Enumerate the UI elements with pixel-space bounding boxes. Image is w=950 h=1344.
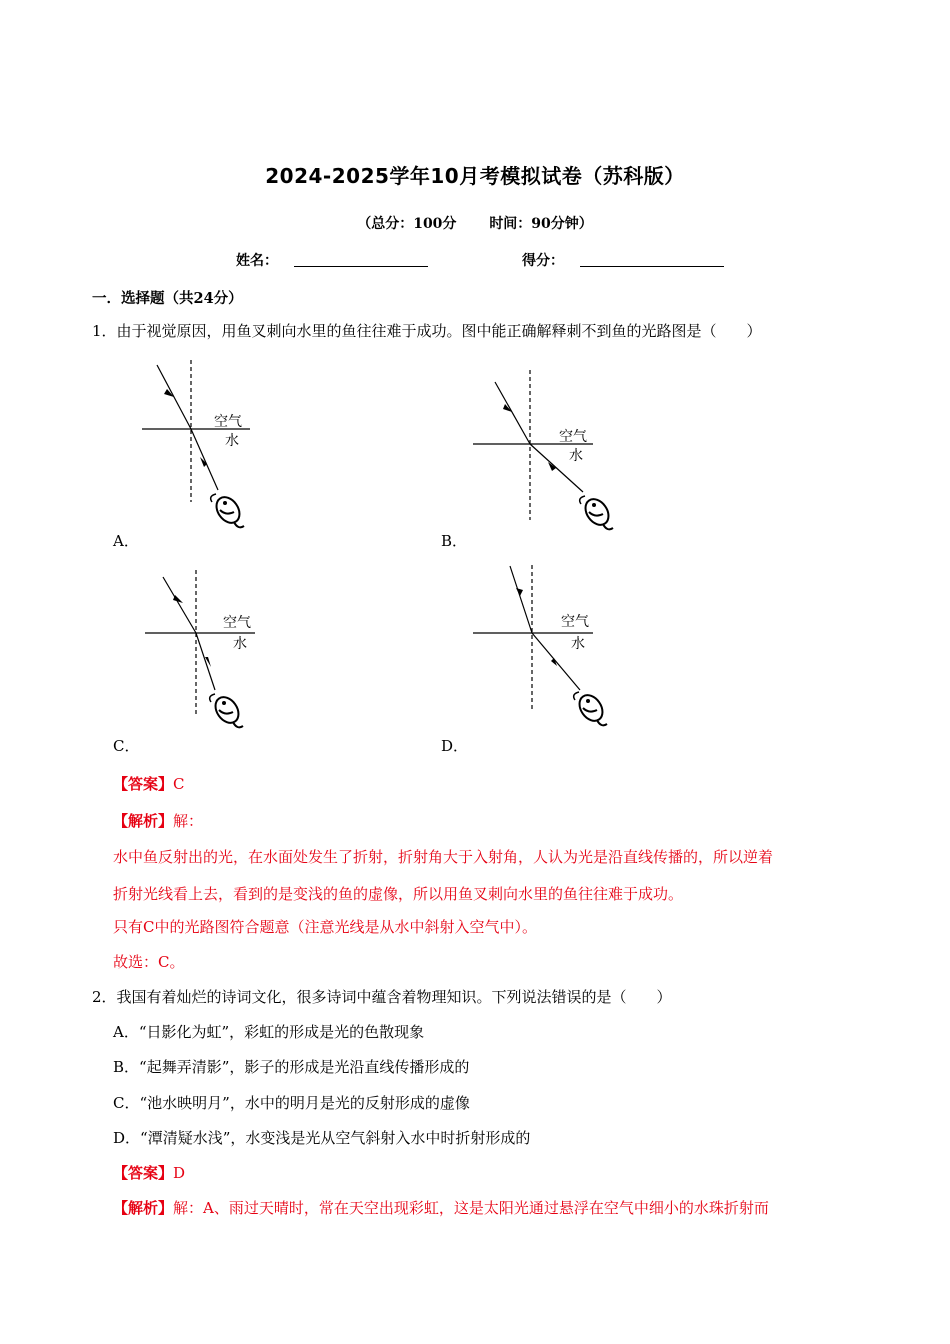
answer-value: C: [173, 775, 185, 793]
answer-value: D: [173, 1164, 186, 1182]
fish-icon: [211, 493, 245, 528]
q1-analysis-line-3: 只有C中的光路图符合题意（注意光线是从水中斜射入空气中）。: [113, 918, 537, 936]
figure-d: [465, 560, 625, 740]
page-title: 2024-2025学年10月考模拟试卷（苏科版）: [265, 164, 685, 188]
q2-option-a: A．“日影化为虹”，彩虹的形成是光的色散现象: [113, 1023, 425, 1041]
figure-d-water-label: 水: [571, 636, 585, 652]
figure-a-label: A．: [113, 532, 139, 550]
name-field: [236, 250, 428, 270]
q2-option-b: B．“起舞弄清影”，影子的形成是光沿直线传播形成的: [113, 1058, 470, 1076]
figure-b-air-label: 空气: [559, 429, 587, 445]
figure-a-air-label: 空气: [214, 414, 242, 430]
figure-a-water-label: 水: [225, 433, 239, 449]
analysis-lead: 解：: [173, 812, 204, 830]
q1-analysis-line-4: 故选：C。: [113, 953, 185, 971]
score-label: 得分：: [522, 253, 564, 269]
figure-b-label: B．: [441, 532, 468, 550]
fish-icon: [210, 693, 244, 728]
figure-c-air-label: 空气: [223, 615, 251, 631]
figure-d-air-label: 空气: [561, 614, 589, 630]
q2-answer: [113, 1162, 185, 1183]
exam-meta: [0, 213, 950, 233]
question-2-stem: 2．我国有着灿烂的诗词文化，很多诗词中蕴含着物理知识。下列说法错误的是（ ）: [92, 988, 672, 1006]
figure-c-label: C．: [113, 737, 140, 755]
q1-answer: [113, 773, 185, 794]
fish-icon: [574, 691, 608, 726]
question-1-stem: 1．由于视觉原因，用鱼叉刺向水里的鱼往往难于成功。图中能正确解释刺不到鱼的光路图是（ ）: [92, 322, 762, 340]
figure-c: [135, 565, 275, 745]
q1-analysis-head: [113, 810, 203, 831]
q2-option-d: D．“潭清疑水浅”，水变浅是光从空气斜射入水中时折射形成的: [113, 1129, 531, 1147]
fish-icon: [580, 495, 614, 530]
name-blank: [294, 252, 428, 267]
q2-analysis: [113, 1197, 769, 1218]
figure-c-water-label: 水: [233, 636, 247, 652]
total-score: （总分：100分: [357, 216, 457, 232]
figure-a: [130, 350, 270, 545]
answer-tag: 【答案】: [113, 1164, 174, 1182]
q1-analysis-line-1: 水中鱼反射出的光，在水面处发生了折射，折射角大于入射角，人认为光是沿直线传播的，所以逆着: [113, 848, 774, 866]
figure-b-water-label: 水: [569, 448, 583, 464]
analysis-tag: 【解析】: [113, 812, 174, 830]
figure-d-label: D．: [441, 737, 469, 755]
section-heading: 一．选择题（共24分）: [92, 290, 243, 307]
figure-b: [465, 340, 625, 535]
exam-time: 时间：90分钟）: [489, 216, 593, 232]
score-blank: [580, 252, 724, 267]
q1-analysis-line-2: 折射光线看上去，看到的是变浅的鱼的虚像，所以用鱼叉刺向水里的鱼往往难于成功。: [113, 885, 684, 903]
name-label: 姓名：: [236, 253, 278, 269]
answer-tag: 【答案】: [113, 775, 174, 793]
analysis-text: 解：A、雨过天晴时，常在天空出现彩虹，这是太阳光通过悬浮在空气中细小的水珠折射而: [173, 1199, 769, 1217]
score-field: [522, 250, 724, 270]
analysis-tag: 【解析】: [113, 1199, 174, 1217]
q2-option-c: C．“池水映明月”，水中的明月是光的反射形成的虚像: [113, 1094, 470, 1112]
